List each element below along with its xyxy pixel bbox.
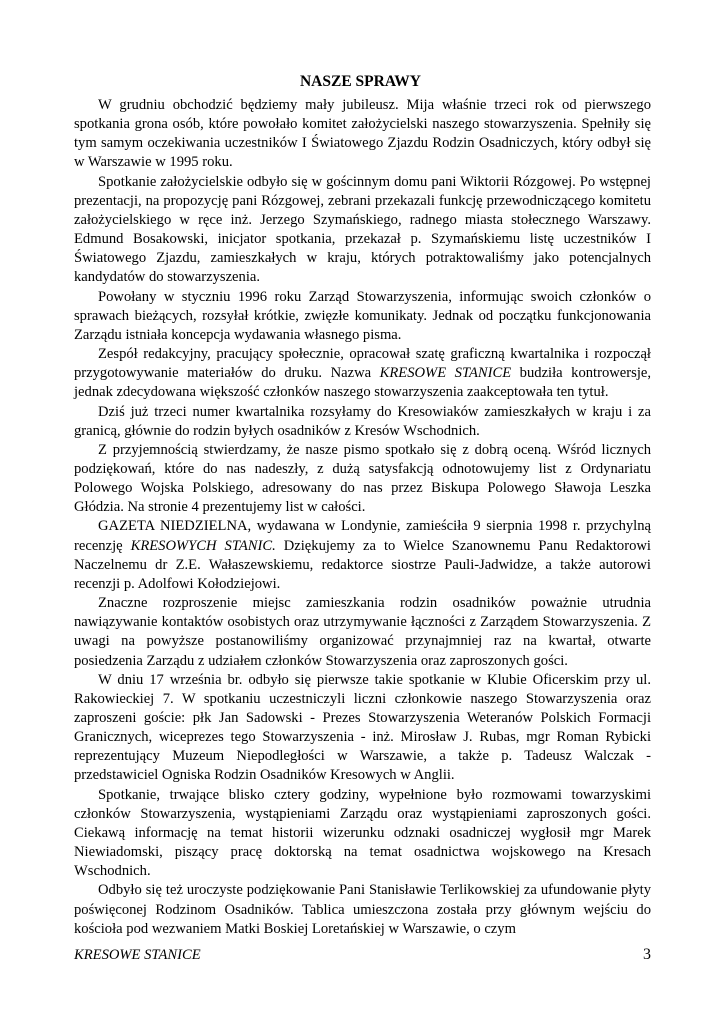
paragraph [74,345,651,402]
paragraph-text: GAZETA NIEDZIELNA, wydawana w Londynie, zamieściła 9 sierpnia 1998 r. przychylną recenzję [74,518,651,554]
paragraph-text: Z przyjemnością stwierdzamy, że nasze pismo spotkało się z dobrą oceną. Wśród licznych podziękowań, które do nas nadeszły, z dużą satysfakcją odnotowujemy list z Ordynariatu Polowego Wojska Polskiego, adresowany do nas przez Biskupa Polowego Sławoja Leszka Głódzia. Na stronie 4 prezentujemy list w całości. [74,441,651,516]
paragraph-text: Dziękujemy za to Wielce Szanownemu Panu Redaktorowi Naczelnemu dr Z.E. Wałaszewskiemu, redaktorce siostrze Pauli-Jadwidze, a także autorowi recenzji p. Adolfowi Kołodziejowi. [74,537,651,592]
paragraph-text: Powołany w styczniu 1996 roku Zarząd Stowarzyszenia, informując swoich członków o sprawach bieżących, rozsyłał krótkie, zwięzłe komunikaty. Jednak od początku funkcjonowania Zarządu istniała koncepcja wydawania własnego pisma. [74,288,651,343]
paragraph [74,173,651,288]
paragraph-text: budziła kontrowersje, jednak zdecydowana większość członków naszego stowarzyszenia zaakceptowała ten tytuł. [74,365,652,401]
paragraph [74,594,651,671]
paragraph-text: Dziś już trzeci numer kwartalnika rozsyłamy do Kresowiaków zamieszkałych w kraju i za granicą, głównie do rodzin byłych osadników z Kresów Wschodnich. [74,403,651,439]
paragraph [74,671,651,786]
italic-title-text: KRESOWYCH STANIC. [130,537,276,554]
paragraph-text: W dniu 17 września br. odbyło się pierwsze takie spotkanie w Klubie Oficerskim przy ul. Rakowieckiej 7. W spotkaniu uczestniczyli liczni członkowie naszego Stowarzyszenia oraz zaproszeni goście: płk Jan Sadowski - Prezes Stowarzyszenia Weteranów Polskich Formacji Granicznych, wiceprezes tego Stowarzyszenia - inż. Mirosław J. Rubas, mgr Roman Rybicki reprezentujący Muzeum Niepodległości w Warszawie, a także p. Tadeusz Walczak - przedstawiciel Ogniska Rodzin Osadników Kresowych w Anglii. [74,671,651,784]
paragraph-text: Znaczne rozproszenie miejsc zamieszkania rodzin osadników poważnie utrudnia nawiązywanie kontaktów osobistych oraz utrzymywanie łączności z Zarządem Stowarzyszenia. Z uwagi na powyższe postanowiliśmy organizować przynajmniej raz na kwartał, otwarte posiedzenia Zarządu z udziałem członków Stowarzyszenia oraz zaproszonych gości. [74,595,651,669]
paragraph [74,441,651,518]
paragraph [74,403,651,441]
paragraph-text: Spotkanie, trwające blisko cztery godziny, wypełnione było rozmowami towarzyskimi członków Stowarzyszenia, wystąpieniami Zarządu oraz wystąpieniami zaproszonych gości. Ciekawą informację na temat historii wizerunku odznaki osadniczej wygłosił mgr Marek Niewiadomski, piszący pracę doktorską na temat osadnictwa wojskowego na Kresach Wschodnich. [74,786,651,880]
paragraph [74,786,651,882]
paragraph-text: Odbyło się też uroczyste podziękowanie Pani Stanisławie Terlikowskiej za ufundowanie płyty poświęconej Rodzinom Osadników. Tablica umieszczona została przy głównym wejściu do kościoła pod wezwaniem Matki Boskiej Loretańskiej w Warszawie, o czym [74,882,651,937]
article-body [74,96,651,939]
paragraph-text: Zespół redakcyjny, pracujący społecznie, opracował szatę graficzną kwartalnika i rozpoczął przygotowywanie materiałów do druku. Nazwa [74,346,651,382]
paragraph [74,517,651,594]
footer-publication-title: KRESOWE STANICE [74,947,201,963]
page-number: 3 [643,946,651,963]
italic-title-text: KRESOWE STANICE [379,365,512,382]
paragraph [74,96,651,173]
paragraph [74,288,651,345]
paragraph [74,881,651,938]
paragraph-text: W grudniu obchodzić będziemy mały jubileusz. Mija właśnie trzeci rok od pierwszego spotkania grona osób, które powołało komitet założycielski naszego stowarzyszenia. Spełniły się tym samym oczekiwania uczestników I Światowego Zjazdu Rodzin Osadniczych, który odbył się w Warszawie w 1995 roku. [74,97,651,171]
paragraph-text: Spotkanie założycielskie odbyło się w gościnnym domu pani Wiktorii Rózgowej. Po wstępnej prezentacji, na propozycję pani Rózgowej, zebrani przekazali funkcję przewodniczącego komitetu założycielskiego w ręce inż. Jerzego Szymańskiego, radnego miasta stołecznego Warszawy. Edmund Bosakowski, inicjator spotkania, przekazał p. Szymańskiemu listę uczestników I Światowego Zjazdu, zamieszkałych w kraju, których potraktowaliśmy jako potencjalnych kandydatów do stowarzyszenia. [74,173,651,286]
page-title: NASZE SPRAWY [299,73,421,90]
